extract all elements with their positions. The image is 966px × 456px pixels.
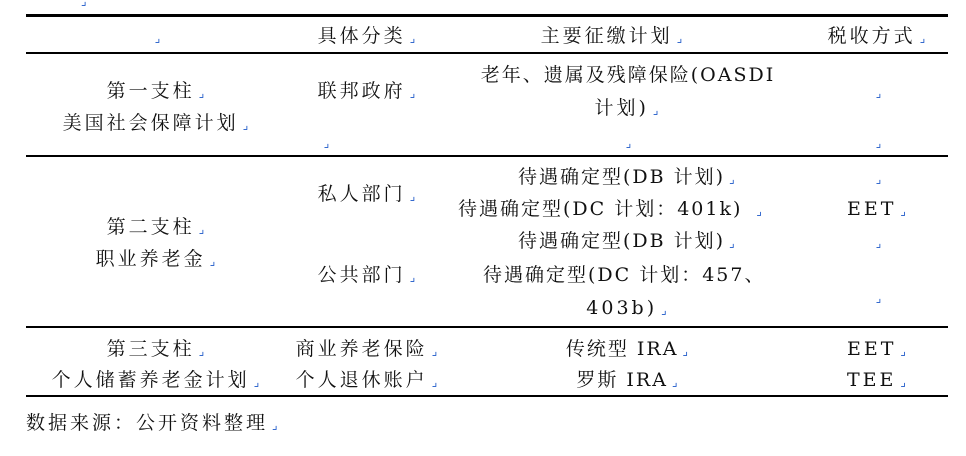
header-bottom-rule bbox=[26, 52, 948, 54]
pillar2-plan-public-2: 待遇确定型(DC 计划：457、 bbox=[483, 264, 766, 286]
pillar2-plan-private-2: 待遇确定型(DC 计划：401k) ⌟ bbox=[458, 198, 765, 220]
pillar1-category: 联邦政府 ⌟ bbox=[317, 80, 419, 102]
source-note: 数据来源：公开资料整理 ⌟ bbox=[26, 412, 281, 434]
pillar1-plan-empty: ⌟ bbox=[625, 136, 635, 150]
table-top-rule bbox=[26, 14, 948, 17]
pillar2-label-line2: 职业养老金 ⌟ bbox=[95, 248, 219, 270]
pillar1-label-line2: 美国社会保障计划 ⌟ bbox=[62, 112, 252, 134]
pillar3-category-2: 个人退休账户 ⌟ bbox=[295, 369, 441, 391]
pillar1-tax: ⌟ bbox=[875, 86, 885, 100]
pillar3-plan-1: 传统型 IRA ⌟ bbox=[565, 338, 691, 360]
pillar2-category-public: 公共部门 ⌟ bbox=[317, 264, 419, 286]
pillar3-label-line1: 第三支柱 ⌟ bbox=[106, 338, 208, 360]
header-tax: 税收方式 ⌟ bbox=[827, 25, 929, 47]
header-col0: ⌟ bbox=[154, 31, 164, 45]
pillar3-label-line2: 个人储蓄养老金计划 ⌟ bbox=[51, 369, 263, 391]
pillar2-tax-mark-2: ⌟ bbox=[875, 236, 885, 250]
pillar2-tax-mark-1: ⌟ bbox=[875, 172, 885, 186]
group1-bottom-rule bbox=[26, 155, 948, 157]
pillar2-plan-public-1: 待遇确定型(DB 计划) ⌟ bbox=[518, 230, 737, 252]
pillar3-plan-2: 罗斯 IRA ⌟ bbox=[576, 369, 680, 391]
pillar2-plan-private-1: 待遇确定型(DB 计划) ⌟ bbox=[518, 166, 737, 188]
pillar3-category-1: 商业养老保险 ⌟ bbox=[295, 338, 441, 360]
pillar1-mark-empty: ⌟ bbox=[323, 136, 333, 150]
pillar3-tax-2: TEE ⌟ bbox=[846, 369, 910, 391]
pillar1-tax-empty: ⌟ bbox=[875, 136, 885, 150]
paragraph-mark-top: ⌟ bbox=[81, 0, 87, 8]
pillar1-label-line1: 第一支柱 ⌟ bbox=[106, 80, 208, 102]
pillar3-tax-1: EET ⌟ bbox=[846, 338, 910, 360]
pillar2-label-line1: 第二支柱 ⌟ bbox=[106, 216, 208, 238]
pillar2-tax-private: EET ⌟ bbox=[846, 198, 910, 220]
header-category: 具体分类 ⌟ bbox=[317, 25, 419, 47]
pillar2-tax-mark-3: ⌟ bbox=[875, 291, 885, 305]
group2-bottom-rule bbox=[26, 326, 948, 328]
pillar1-plan-line1: 老年、遗属及残障保险(OASDI bbox=[480, 64, 776, 86]
pillar2-plan-public-3: 403b) ⌟ bbox=[586, 297, 670, 319]
pillar2-category-private: 私人部门 ⌟ bbox=[317, 183, 419, 205]
header-plan: 主要征缴计划 ⌟ bbox=[540, 25, 686, 47]
table-bottom-rule bbox=[26, 395, 948, 397]
pillar1-plan-line2: 计划) ⌟ bbox=[594, 97, 662, 119]
